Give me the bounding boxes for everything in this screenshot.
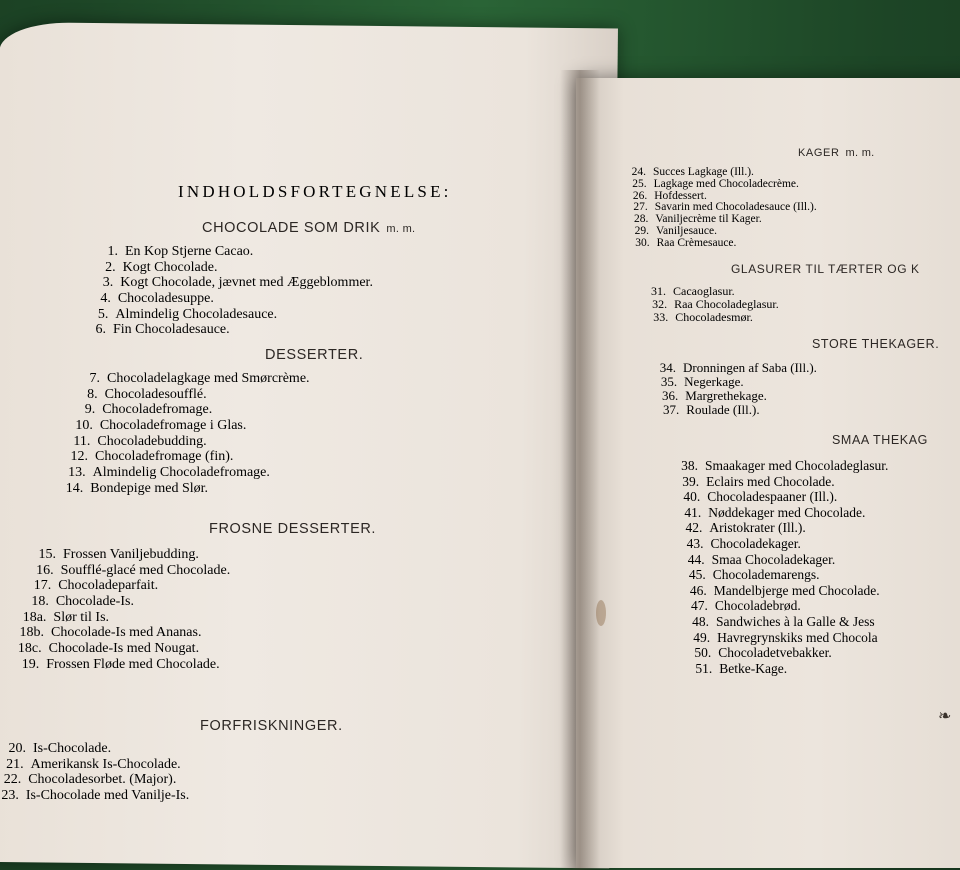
list-item	[30, 548, 236, 564]
list-item	[679, 584, 897, 600]
item-number: 39.	[682, 473, 700, 489]
item-number: 40.	[683, 489, 701, 505]
item-text: Havregrynskiks med Chocola	[717, 629, 878, 645]
list-item	[684, 662, 902, 678]
item-text: Frossen Fløde med Chocolade.	[46, 656, 220, 672]
item-number: 33.	[653, 309, 669, 324]
list-item	[62, 450, 298, 466]
list-item	[636, 361, 817, 375]
list-item	[13, 658, 219, 674]
list-item	[60, 466, 296, 482]
item-number: 8.	[87, 386, 98, 402]
list-item	[638, 389, 819, 403]
item-number: 27.	[633, 201, 648, 214]
item-number: 26.	[632, 189, 648, 202]
item-text: Betke-Kage.	[719, 660, 788, 676]
list-item	[92, 245, 378, 261]
list-item	[23, 595, 229, 611]
item-text: Hofdessert.	[654, 189, 707, 202]
item-number: 25.	[632, 177, 647, 190]
section-list-forfriskninger	[0, 742, 196, 805]
section-list-glasurer	[626, 285, 778, 323]
item-text: Mandelbjerge med Chocolade.	[713, 582, 880, 598]
list-item	[85, 292, 371, 308]
item-number: 24.	[631, 166, 646, 178]
item-text: Kogt Chocolade.	[122, 259, 218, 275]
item-number: 1.	[107, 244, 118, 259]
item-text: Smaakager med Chocoladeglasur.	[705, 458, 889, 473]
section-list-kager	[622, 167, 815, 250]
list-item	[72, 388, 308, 404]
item-number: 21.	[6, 756, 24, 772]
item-number: 2.	[105, 259, 116, 275]
item-number: 4.	[100, 291, 111, 307]
item-number: 35.	[660, 374, 678, 389]
list-item	[672, 490, 890, 506]
item-number: 32.	[652, 296, 668, 311]
section-list-frosne	[17, 547, 236, 674]
item-text: Chocoladespaaner (Ill.).	[707, 489, 838, 505]
item-number: 31.	[651, 284, 666, 298]
section-heading-store-thekager: STORE THEKAGER.	[812, 337, 940, 351]
section-heading-kager: KAGER m. m.	[798, 147, 875, 159]
list-item	[80, 323, 366, 339]
item-text: Vaniljecrème til Kager.	[655, 213, 762, 226]
item-number: 15.	[38, 547, 56, 562]
item-number: 12.	[70, 449, 88, 465]
list-item	[0, 773, 192, 789]
list-item	[673, 506, 891, 522]
item-text: Aristokrater (Ill.).	[709, 520, 806, 536]
item-text: Soufflé-glacé med Chocolade.	[60, 562, 231, 578]
list-item	[0, 789, 189, 805]
item-text: Amerikansk Is-Chocolade.	[30, 756, 181, 772]
item-text: Is-Chocolade med Vanilje-Is.	[25, 788, 190, 804]
item-text: Chocolade-Is.	[55, 594, 134, 610]
item-number: 13.	[68, 465, 86, 481]
item-number: 49.	[693, 629, 711, 645]
list-item	[64, 435, 300, 451]
item-text: Chocoladesmør.	[675, 309, 753, 324]
list-item	[628, 311, 780, 324]
page-stain	[596, 600, 606, 626]
item-number: 46.	[689, 582, 707, 598]
decorative-flourish-icon: ❧	[938, 706, 952, 725]
book-gutter	[560, 70, 600, 870]
list-item	[69, 403, 305, 419]
item-text: Chocolade-Is med Nougat.	[48, 641, 200, 657]
section-heading-drik: CHOCOLADE SOM DRIK m. m.	[202, 220, 416, 236]
item-text: Chocoladekager.	[710, 535, 801, 551]
item-number: 23.	[1, 788, 19, 804]
list-item	[18, 626, 224, 642]
list-item	[680, 599, 898, 615]
item-text: Bondepige med Slør.	[90, 480, 209, 496]
item-number: 44.	[687, 551, 705, 567]
item-number: 42.	[685, 520, 703, 536]
list-item	[626, 238, 819, 250]
item-number: 14.	[65, 480, 84, 496]
section-heading-forfriskninger: FORFRISKNINGER.	[200, 718, 343, 734]
item-text: Savarin med Chocoladesauce (Ill.).	[654, 201, 817, 214]
item-text: Chocoladetvebakker.	[718, 645, 832, 661]
list-item	[20, 611, 226, 627]
section-heading-desserter: DESSERTER.	[265, 347, 364, 363]
item-number: 41.	[684, 504, 702, 520]
list-item	[67, 419, 303, 435]
item-number: 9.	[84, 402, 96, 418]
item-number: 36.	[661, 388, 679, 403]
item-number: 51.	[695, 660, 713, 676]
list-item	[16, 642, 222, 658]
item-number: 45.	[688, 567, 706, 583]
item-number: 22.	[3, 772, 22, 788]
item-number: 18.	[31, 594, 49, 610]
item-text: Chocoladebudding.	[97, 433, 207, 449]
item-text: Vaniljesauce.	[656, 224, 717, 237]
item-text: Raa Crèmesauce.	[656, 236, 737, 249]
item-text: Chocoladeparfait.	[58, 578, 159, 594]
list-item	[82, 308, 368, 324]
item-number: 16.	[36, 562, 54, 578]
item-number: 19.	[21, 656, 40, 672]
item-text: Chocolademarengs.	[712, 567, 820, 583]
item-number: 6.	[95, 322, 106, 338]
item-number: 11.	[73, 433, 91, 449]
list-item	[87, 276, 373, 292]
item-text: Kogt Chocolade, jævnet med Æggeblommer.	[120, 275, 373, 291]
item-text: En Kop Stjerne Cacao.	[125, 244, 254, 259]
item-text: Sandwiches à la Galle & Jess	[716, 613, 875, 629]
list-item	[671, 475, 889, 491]
list-item	[677, 553, 895, 569]
item-text: Chocoladesuppe.	[117, 291, 214, 307]
item-text: Roulade (Ill.).	[686, 402, 760, 417]
item-number: 17.	[33, 578, 52, 594]
item-number: 47.	[691, 598, 708, 614]
item-text: Almindelig Chocoladesauce.	[115, 306, 278, 322]
item-text: Dronningen af Saba (Ill.).	[683, 360, 817, 375]
list-item	[0, 758, 194, 774]
item-number: 10.	[75, 418, 93, 434]
item-text: Chocolade-Is med Ananas.	[51, 625, 202, 641]
section-heading-smaa-thekager: SMAA THEKAG	[832, 433, 928, 447]
section-list-store-thekager	[636, 361, 817, 417]
item-text: Chocoladesorbet. (Major).	[28, 772, 177, 788]
item-text: Fin Chocoladesauce.	[113, 322, 230, 338]
item-text: Cacaoglasur.	[673, 284, 735, 298]
item-text: Chocoladesoufflé.	[104, 386, 207, 402]
item-number: 38.	[681, 458, 698, 473]
item-text: Chocoladefromage (fin).	[95, 449, 234, 465]
list-item	[637, 375, 818, 389]
item-text: Chocoladefromage.	[102, 402, 213, 418]
list-item	[623, 179, 816, 191]
section-heading-glasurer: GLASURER TIL TÆRTER OG K	[731, 262, 920, 276]
item-number: 5.	[97, 306, 109, 322]
item-text: Smaa Chocoladekager.	[711, 551, 836, 567]
list-item	[678, 568, 896, 584]
item-number: 29.	[634, 224, 649, 237]
item-text: Is-Chocolade.	[33, 741, 112, 756]
section-list-desserter	[65, 371, 310, 498]
list-item	[683, 646, 901, 662]
list-item	[624, 214, 817, 226]
item-text: Raa Chocoladeglasur.	[674, 296, 779, 311]
item-text: Lagkage med Chocoladecrème.	[653, 177, 799, 190]
page-title: INDHOLDSFORTEGNELSE:	[178, 182, 452, 201]
item-text: Succes Lagkage (Ill.).	[653, 166, 754, 178]
item-number: 48.	[692, 613, 709, 629]
item-number: 18c.	[17, 641, 42, 657]
list-item	[670, 459, 888, 475]
item-number: 28.	[634, 213, 649, 226]
list-item	[0, 742, 196, 758]
list-item	[674, 521, 892, 537]
item-number: 7.	[89, 371, 100, 386]
list-item	[90, 261, 376, 277]
list-item	[57, 482, 293, 498]
item-text: Chocoladebrød.	[714, 598, 801, 614]
item-text: Frossen Vaniljebudding.	[63, 547, 199, 562]
section-heading-frosne: FROSNE DESSERTER.	[209, 521, 377, 537]
list-item	[681, 615, 899, 631]
list-item	[682, 631, 900, 647]
item-text: Negerkage.	[684, 374, 744, 389]
item-number: 30.	[635, 236, 650, 249]
list-item	[639, 403, 820, 417]
list-item	[25, 579, 231, 595]
item-number: 50.	[694, 645, 712, 661]
section-list-smaa-thekager	[670, 459, 888, 677]
item-text: Slør til Is.	[53, 609, 110, 625]
item-number: 3.	[102, 275, 114, 291]
item-text: Almindelig Chocoladefromage.	[92, 465, 270, 481]
item-number: 37.	[663, 402, 680, 417]
list-item	[28, 564, 234, 580]
item-number: 34.	[659, 360, 676, 375]
item-number: 18a.	[22, 609, 47, 625]
list-item	[74, 372, 310, 388]
list-item	[676, 537, 894, 553]
item-number: 43.	[686, 535, 704, 551]
item-number: 18b.	[19, 625, 44, 641]
item-text: Chocoladefromage i Glas.	[99, 418, 247, 434]
item-text: Chocoladelagkage med Smørcrème.	[107, 371, 310, 386]
item-text: Nøddekager med Chocolade.	[708, 504, 866, 520]
item-number: 20.	[8, 741, 26, 756]
item-text: Margrethekage.	[685, 388, 767, 403]
item-text: Eclairs med Chocolade.	[706, 473, 835, 489]
section-list-drik	[92, 245, 378, 339]
